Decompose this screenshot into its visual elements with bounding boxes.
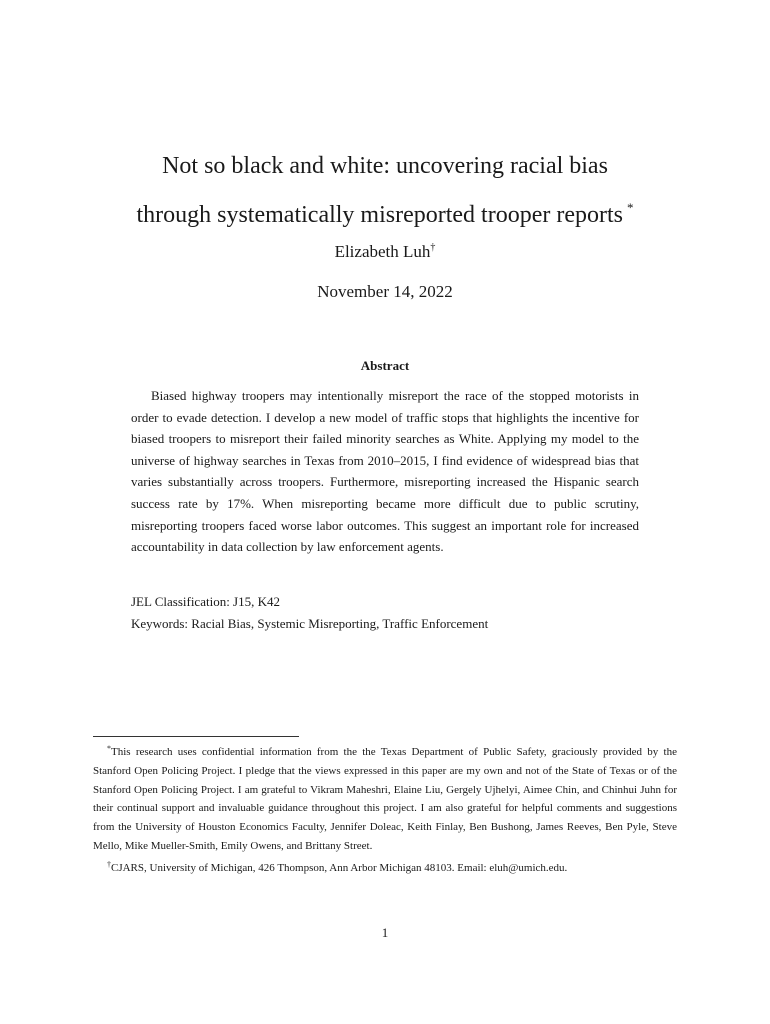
author (0, 242, 770, 262)
footnote-1-text: This research uses confidential information from the the Texas Department of Public Safety, graciously provided by the Stanford Open Policing Project. I pledge that the views expressed in this paper are my own and not of the State of Texas or of the Stanford Open Policing Project. I am grateful to Vikram Maheshri, Elaine Liu, Gergely Ujhelyi, Aimee Chin, and Chinhui Juhn for their continual support and invaluable guidance throughout this project. I am also grateful for helpful comments and suggestions from the University of Houston Economics Faculty, Jennifer Doleac, Keith Finlay, Ben Bushong, James Reeves, Ben Pyle, Steve Mello, Mike Mueller-Smith, Emily Owens, and Brittany Street. (93, 746, 677, 852)
author-footnote-marker: † (430, 242, 436, 253)
title-line-2-text: through systematically misreported trooper reports (136, 202, 624, 228)
publication-date: November 14, 2022 (317, 282, 453, 301)
footnote-2-text: CJARS, University of Michigan, 426 Thompson, Ann Arbor Michigan 48103. Email: eluh@umich.edu. (111, 861, 568, 874)
page-number: 1 (381, 925, 389, 940)
footnotes (93, 740, 677, 878)
title-line-1: Not so black and white: uncovering racial bias (162, 153, 608, 179)
footnote-divider (93, 736, 299, 737)
title-footnote-marker: * (627, 200, 634, 215)
footnote-1 (93, 740, 677, 856)
jel-classification: JEL Classification: J15, K42 (131, 594, 281, 609)
abstract-body: Biased highway troopers may intentionally misreport the race of the stopped motorists in order to evade detection. I develop a new model of traffic stops that highlights the incentive for biased troopers to misreport their failed minority searches as White. Applying my model to the universe of highway searches in Texas from 2010–2015, I find evidence of widespread bias that varies substantially across troopers. Furthermore, misreporting increased the Hispanic search success rate by 17%. When misreporting became more difficult due to public scrutiny, misreporting troopers faced worse labor outcomes. This suggest an important role for increased accountability in data collection by law enforcement agents. (131, 388, 639, 555)
paper-title (60, 146, 710, 236)
keywords: Keywords: Racial Bias, Systemic Misreporting, Traffic Enforcement (131, 616, 489, 631)
footnote-2-marker: † (107, 859, 111, 869)
abstract-heading: Abstract (360, 358, 410, 373)
footnote-1-marker: * (107, 744, 111, 753)
footnote-2 (93, 856, 677, 878)
title-line-2 (60, 187, 710, 236)
author-name: Elizabeth Luh (334, 242, 431, 261)
